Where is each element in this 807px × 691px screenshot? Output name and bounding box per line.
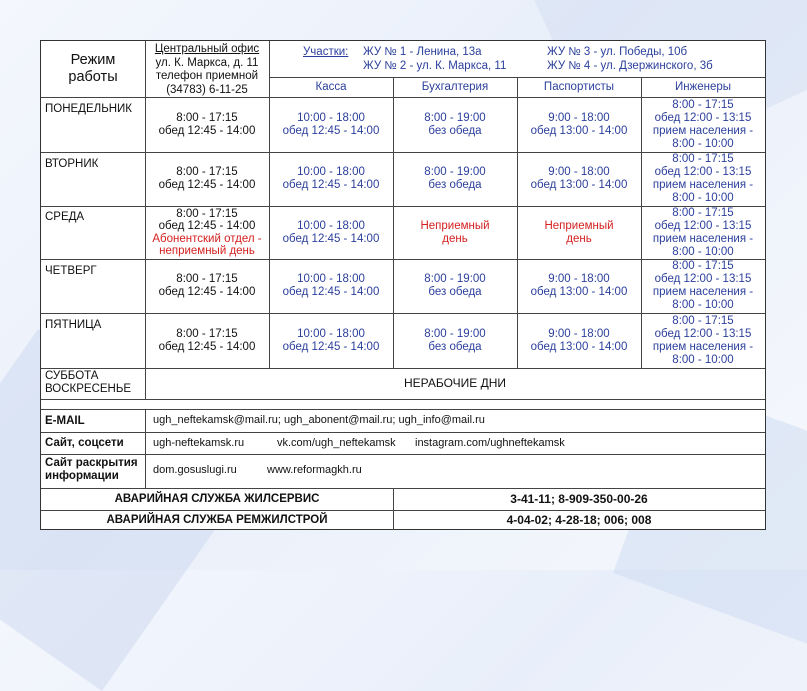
office-friday: 8:00 - 17:15 обед 12:45 - 14:00	[158, 327, 256, 353]
zhu-2: ЖУ № 2 - ул. К. Маркса, 11	[363, 60, 507, 72]
schedule-sheet	[40, 40, 766, 530]
office-monday: 8:00 - 17:15 обед 12:45 - 14:00	[158, 111, 256, 137]
office-wednesday: 8:00 - 17:15 обед 12:45 - 14:00 Абонентский отдел - неприемный день	[152, 207, 262, 257]
kassa-monday: 10:00 - 18:00 обед 12:45 - 14:00	[282, 111, 380, 137]
emergency-zhilservis-label: АВАРИЙНАЯ СЛУЖБА ЖИЛСЕРВИС	[114, 492, 320, 505]
zhu-4: ЖУ № 4 - ул. Дзержинского, 3б	[547, 60, 713, 72]
social-vk: vk.com/ugh_neftekamsk	[277, 437, 396, 449]
emergency-remzhilstroy-phones: 4-04-02; 4-28-18; 006; 008	[506, 512, 652, 527]
emergency-zhilservis-phones: 3-41-11; 8-909-350-00-26	[510, 491, 648, 506]
office-thursday: 8:00 - 17:15 обед 12:45 - 14:00	[158, 273, 256, 298]
kassa-tuesday: 10:00 - 18:00 обед 12:45 - 14:00	[282, 166, 380, 191]
plots-label: Участки:	[303, 46, 349, 58]
weekend-text: НЕРАБОЧИЕ ДНИ	[403, 376, 507, 390]
pasp-monday: 9:00 - 18:00 обед 13:00 - 14:00	[530, 111, 628, 137]
pasp-wednesday: Неприемный день	[544, 219, 614, 245]
col-buh: Бухгалтерия	[421, 80, 489, 93]
buh-friday: 8:00 - 19:00 без обеда	[424, 327, 486, 353]
email-value: ugh_neftekamsk@mail.ru; ugh_abonent@mail.ru; ugh_info@mail.ru	[153, 414, 485, 426]
eng-thursday: 8:00 - 17:15 обед 12:00 - 13:15 прием населения - 8:00 - 10:00	[652, 260, 754, 311]
office-tuesday: 8:00 - 17:15 обед 12:45 - 14:00	[158, 166, 256, 191]
pasp-thursday: 9:00 - 18:00 обед 13:00 - 14:00	[530, 273, 628, 298]
kassa-thursday: 10:00 - 18:00 обед 12:45 - 14:00	[282, 273, 380, 298]
buh-thursday: 8:00 - 19:00 без обеда	[424, 273, 486, 298]
social-instagram: instagram.com/ughneftekamsk	[415, 437, 565, 449]
day-tuesday: ВТОРНИК	[45, 158, 99, 170]
pasp-friday: 9:00 - 18:00 обед 13:00 - 14:00	[530, 327, 628, 353]
buh-monday: 8:00 - 19:00 без обеда	[424, 111, 486, 137]
kassa-friday: 10:00 - 18:00 обед 12:45 - 14:00	[282, 327, 380, 353]
mode-title: Режим работы	[68, 52, 118, 85]
plots-header	[303, 46, 763, 76]
col-eng: Инженеры	[674, 80, 732, 93]
day-friday: ПЯТНИЦА	[45, 319, 102, 331]
buh-wednesday: Неприемный день	[420, 219, 490, 245]
col-pasp: Паспортисты	[543, 80, 615, 93]
eng-friday: 8:00 - 17:15 обед 12:00 - 13:15 прием населения - 8:00 - 10:00	[652, 314, 754, 366]
kassa-wednesday: 10:00 - 18:00 обед 12:45 - 14:00	[282, 219, 380, 245]
disclosure-reformagkh: www.reformagkh.ru	[267, 464, 362, 476]
central-office-header: Центральный офис ул. К. Маркса, д. 11 телефон приемной (34783) 6-11-25	[154, 43, 260, 96]
buh-tuesday: 8:00 - 19:00 без обеда	[424, 166, 486, 191]
day-wednesday: СРЕДА	[45, 211, 85, 223]
disclosure-gosuslugi: dom.gosuslugi.ru	[153, 464, 237, 476]
day-monday: ПОНЕДЕЛЬНИК	[45, 103, 133, 115]
day-thursday: ЧЕТВЕРГ	[45, 265, 97, 277]
email-label: E-MAIL	[45, 415, 85, 427]
eng-wednesday: 8:00 - 17:15 обед 12:00 - 13:15 прием населения - 8:00 - 10:00	[652, 206, 754, 258]
social-label: Сайт, соцсети	[45, 437, 124, 449]
eng-monday: 8:00 - 17:15 обед 12:00 - 13:15 прием населения - 8:00 - 10:00	[652, 98, 754, 150]
eng-tuesday: 8:00 - 17:15 обед 12:00 - 13:15 прием населения - 8:00 - 10:00	[652, 153, 754, 204]
social-site: ugh-neftekamsk.ru	[153, 437, 245, 449]
weekend-label: СУББОТА ВОСКРЕСЕНЬЕ	[45, 370, 132, 395]
col-kassa: Касса	[315, 80, 347, 93]
zhu-3: ЖУ № 3 - ул. Победы, 10б	[547, 46, 688, 58]
zhu-1: ЖУ № 1 - Ленина, 13а	[363, 46, 482, 58]
disclosure-label: Сайт раскрытия информации	[45, 457, 138, 482]
emergency-remzhilstroy-label: АВАРИЙНАЯ СЛУЖБА РЕМЖИЛСТРОЙ	[106, 513, 328, 526]
pasp-tuesday: 9:00 - 18:00 обед 13:00 - 14:00	[530, 166, 628, 191]
